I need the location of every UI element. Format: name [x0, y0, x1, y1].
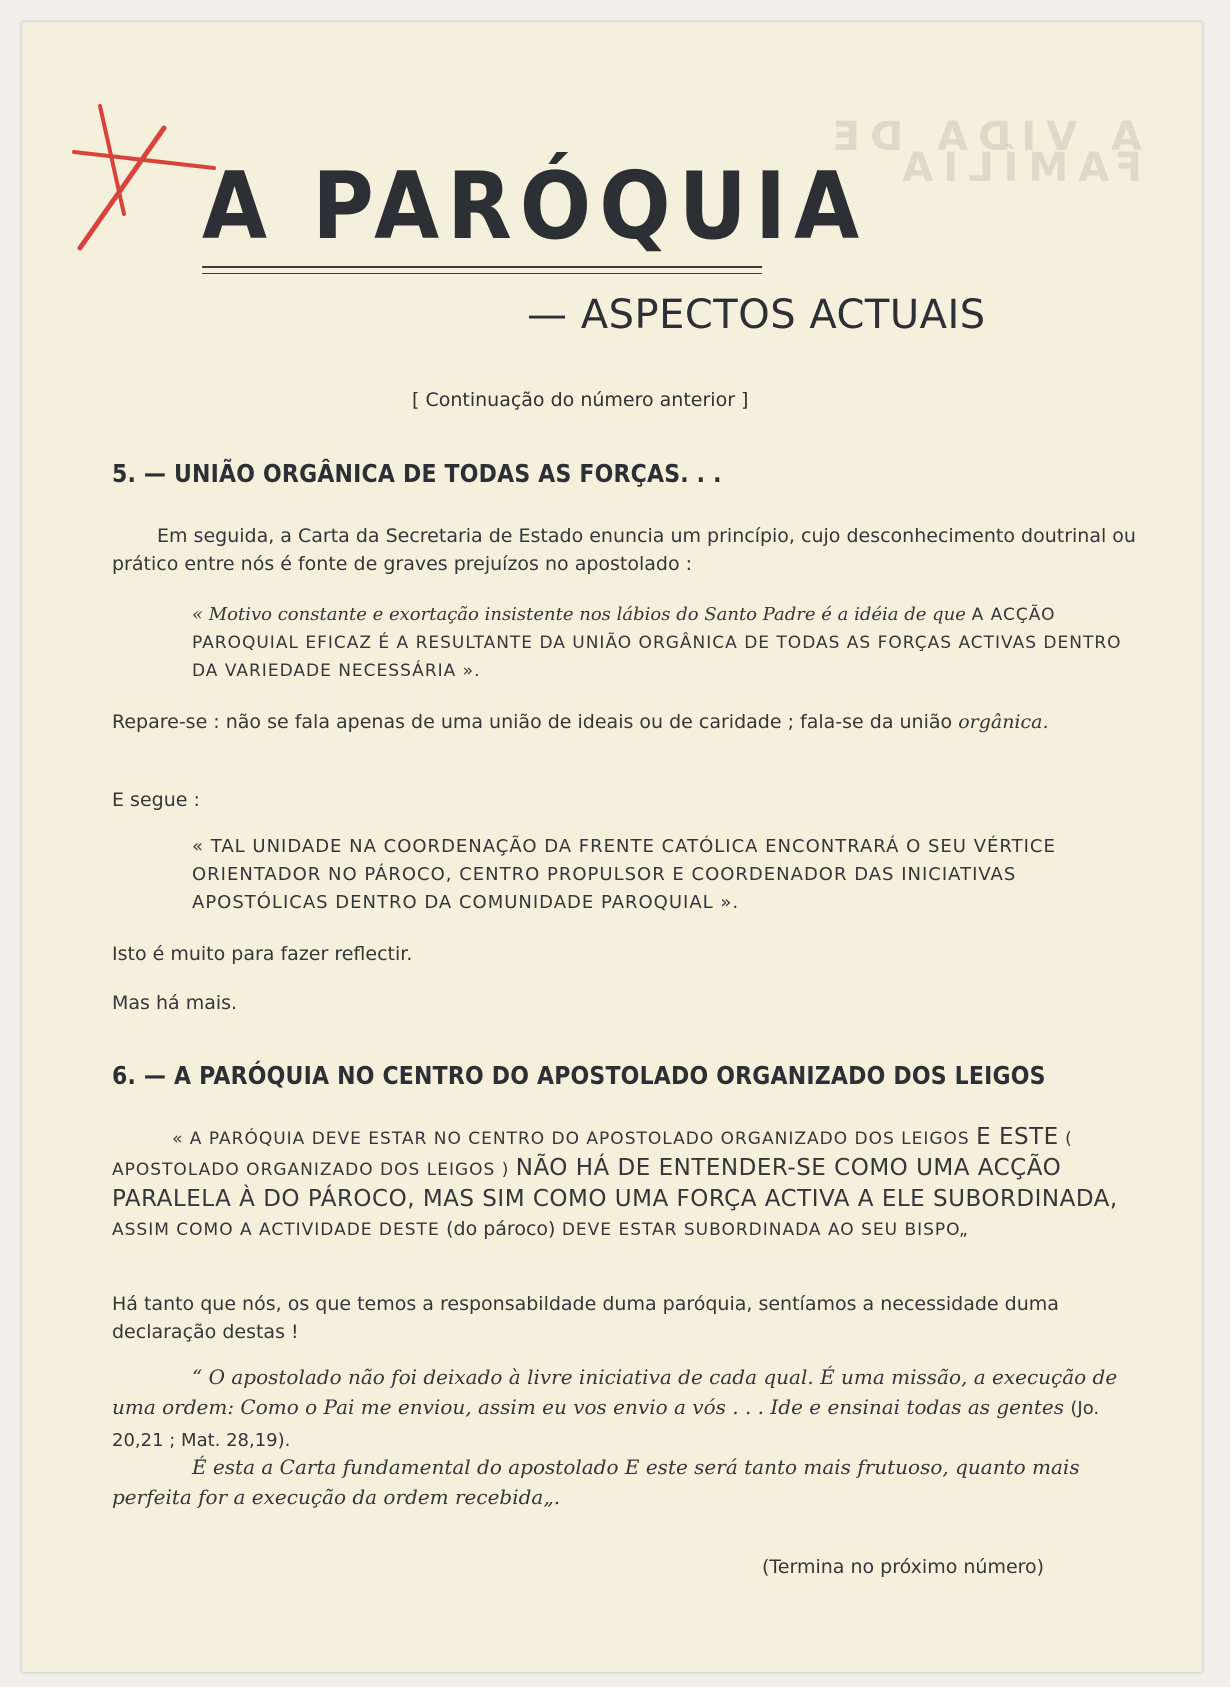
section-6-comment: Há tanto que nós, os que temos a responsabildade duma paróquia, sentíamos a necessidade duma declaração destas !: [112, 1293, 1059, 1343]
section-6-quote: [112, 1122, 1147, 1244]
quote-line-c: ( APOSTOLADO ORGANIZADO DOS LEIGOS ): [112, 1129, 1073, 1180]
masthead-subtitle: — ASPECTOS ACTUAIS: [527, 292, 986, 338]
quote-line-a: « A PARÓQUIA DEVE ESTAR NO CENTRO DO APOSTOLADO ORGANIZADO DOS LEIGOS: [172, 1129, 970, 1149]
section-6-citation-2: É esta a Carta fundamental do apostolado E este será tanto mais frutuoso, quanto mais perfeita for a execução da ordem recebida„.: [112, 1455, 1080, 1509]
closing-note: (Termina no próximo número): [762, 1556, 1045, 1578]
section-5-more: Mas há mais.: [112, 992, 238, 1014]
section-5-quote: [192, 601, 1132, 685]
title-rule-thin: [202, 273, 762, 274]
quote-italic-text: « Motivo constante e exortação insistente nos lábios do Santo Padre é a idéia de que: [192, 604, 966, 625]
red-cross-mark: [72, 86, 222, 256]
remark-italic: orgânica.: [958, 711, 1049, 733]
section-6-heading: 6. — A PARÓQUIA NO CENTRO DO APOSTOLADO ORGANIZADO DOS LEIGOS: [112, 1062, 1046, 1091]
citation-reference: (Jo. 20,21 ; Mat. 28,19).: [112, 1398, 1100, 1451]
masthead-title: A PARÓQUIA: [202, 152, 868, 261]
section-5-quote-2: « TAL UNIDADE NA COORDENAÇÃO DA FRENTE CATÓLICA ENCONTRARÁ O SEU VÉRTICE ORIENTADOR NO PÁROCO, CENTRO PROPULSOR E COORDENADOR DAS INICIATIVAS APOSTÓLICAS DENTRO DA COMUNIDADE PAROQUIAL ».: [192, 836, 1056, 913]
section-5-segue: E segue :: [112, 789, 200, 811]
section-5-reflect: Isto é muito para fazer reflectir.: [112, 943, 413, 965]
continuation-note: [ Continuação do número anterior ]: [412, 389, 749, 411]
section-6-citation: [112, 1362, 1147, 1456]
citation-text: “ O apostolado não foi deixado à livre iniciativa de cada qual. É uma missão, a execução de uma ordem: Como o Pai me enviou, assim eu vos envio a vós . . . Ide e ensinai todas as gentes: [112, 1365, 1118, 1419]
quote-caps-text: A ACÇÃO PAROQUIAL EFICAZ É A RESULTANTE DA UNIÃO ORGÂNICA DE TODAS AS FORÇAS ACTIVAS DENTRO DA VARIEDADE NECESSÁRIA ».: [192, 605, 1122, 681]
section-5-intro: Em seguida, a Carta da Secretaria de Estado enuncia um princípio, cujo desconhecimento doutrinal ou prático entre nós é fonte de graves prejuízos no apostolado :: [112, 525, 1136, 575]
quote-line-d: NÃO HÁ DE ENTENDER-SE COMO UMA ACÇÃO PARALELA À DO PÁROCO, MAS SIM COMO UMA FORÇA ACTIVA A ELE SUBORDINADA,: [112, 1155, 1118, 1212]
quote-line-g: DEVE ESTAR SUBORDINADA AO SEU BISPO„: [561, 1220, 969, 1240]
section-5-heading: 5. — UNIÃO ORGÂNICA DE TODAS AS FORÇAS. . .: [112, 460, 722, 489]
section-5-remark: [112, 708, 1147, 736]
quote-line-f: (do pároco): [446, 1218, 556, 1240]
quote-line-e: ASSIM COMO A ACTIVIDADE DESTE: [112, 1220, 440, 1240]
show-through-right: A VIDA DE FAMÍLIA: [822, 114, 1142, 191]
title-rule: [202, 266, 762, 268]
quote-line-b: E ESTE: [976, 1124, 1059, 1150]
remark-text: Repare-se : não se fala apenas de uma união de ideais ou de caridade ; fala-se da união: [112, 711, 953, 733]
document-page: [22, 22, 1202, 1672]
